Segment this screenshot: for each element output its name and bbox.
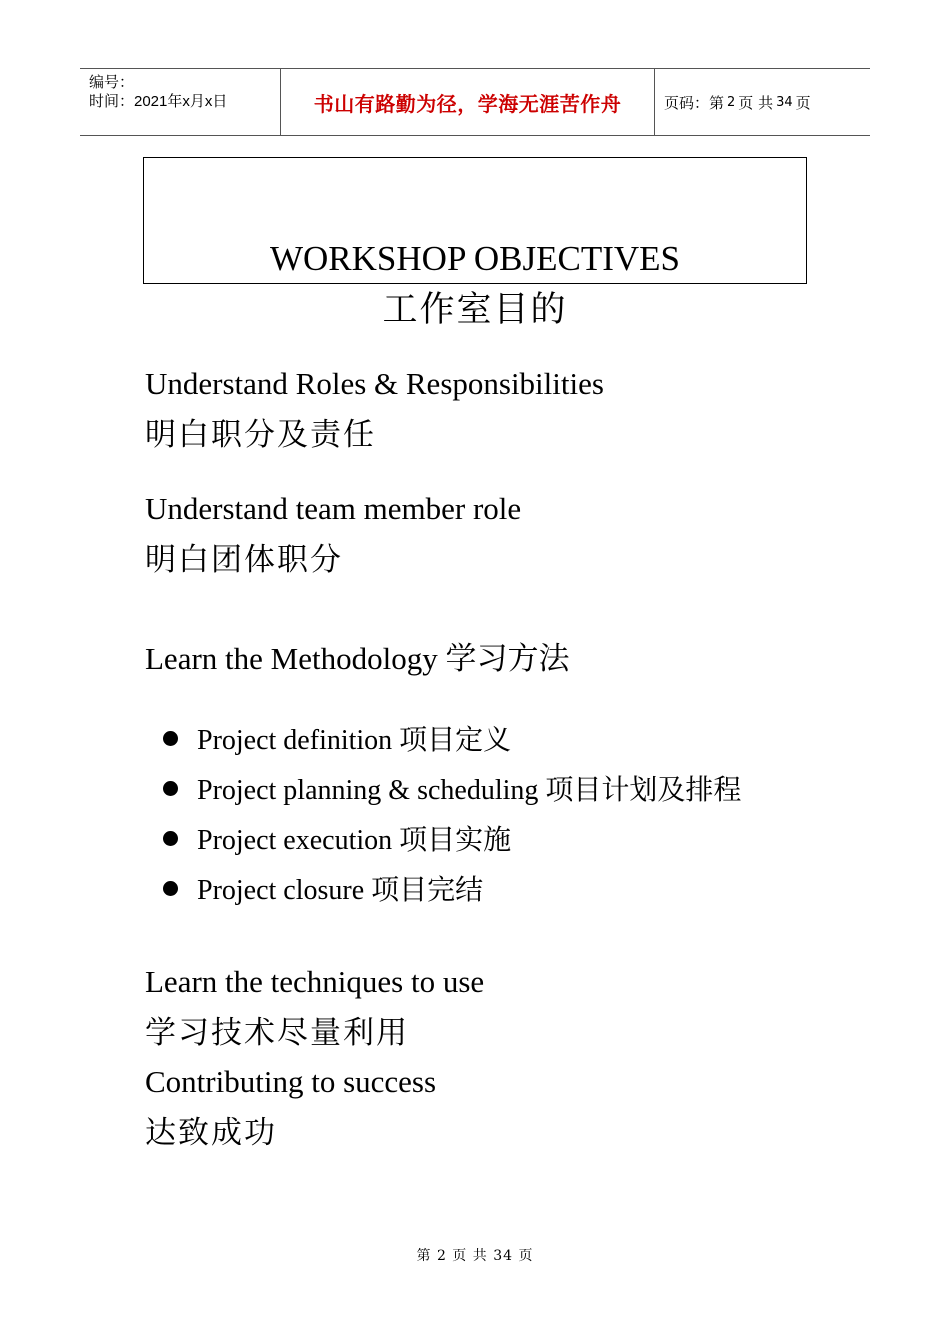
header-meta [80, 69, 281, 135]
list-item [163, 763, 741, 813]
page-suffix: 页 [795, 93, 811, 112]
objective-success-cn: 达致成功 [145, 1115, 277, 1151]
bullet-icon [163, 881, 178, 896]
list-item [163, 813, 741, 863]
methodology-list [163, 713, 741, 913]
document-number-label: 编号： [89, 74, 135, 91]
list-item [163, 713, 741, 763]
objective-success-en: Contributing to success [145, 1064, 437, 1099]
header-motto-cell [281, 69, 655, 135]
page-total: 34 [776, 94, 793, 110]
page-footer: 第 2 页 共 34 页 [416, 1248, 534, 1264]
page-number: 2 [727, 94, 736, 110]
list-item-text: Project planning & scheduling 项目计划及排程 [197, 775, 742, 806]
page-prefix: 页码：第 [664, 93, 725, 112]
page-title: WORKSHOP OBJECTIVES [270, 239, 680, 278]
objective-team-en: Understand team member role [145, 491, 522, 526]
objective-roles-en: Understand Roles & Responsibilities [145, 366, 604, 401]
header-motto: 书山有路勤为径，学海无涯苦作舟 [313, 91, 622, 116]
bullet-icon [163, 831, 178, 846]
objective-team-cn: 明白团体职分 [145, 542, 343, 578]
list-item-text: Project definition 项目定义 [197, 725, 512, 756]
objective-techniques-cn: 学习技术尽量利用 [145, 1015, 409, 1051]
header-page-info [655, 69, 870, 135]
objective-roles-cn: 明白职分及责任 [145, 417, 376, 453]
objective-techniques-en: Learn the techniques to use [145, 964, 485, 999]
list-item [163, 863, 741, 913]
page-mid: 页 共 [738, 93, 774, 112]
page-title-chinese: 工作室目的 [382, 290, 568, 330]
bullet-icon [163, 731, 178, 746]
list-item-text: Project execution 项目实施 [197, 825, 512, 856]
document-time: 时间：2021年x月x日 [89, 93, 228, 110]
objective-methodology: Learn the Methodology 学习方法 [145, 641, 570, 676]
page-header [80, 68, 870, 136]
bullet-icon [163, 781, 178, 796]
list-item-text: Project closure 项目完结 [197, 875, 484, 906]
